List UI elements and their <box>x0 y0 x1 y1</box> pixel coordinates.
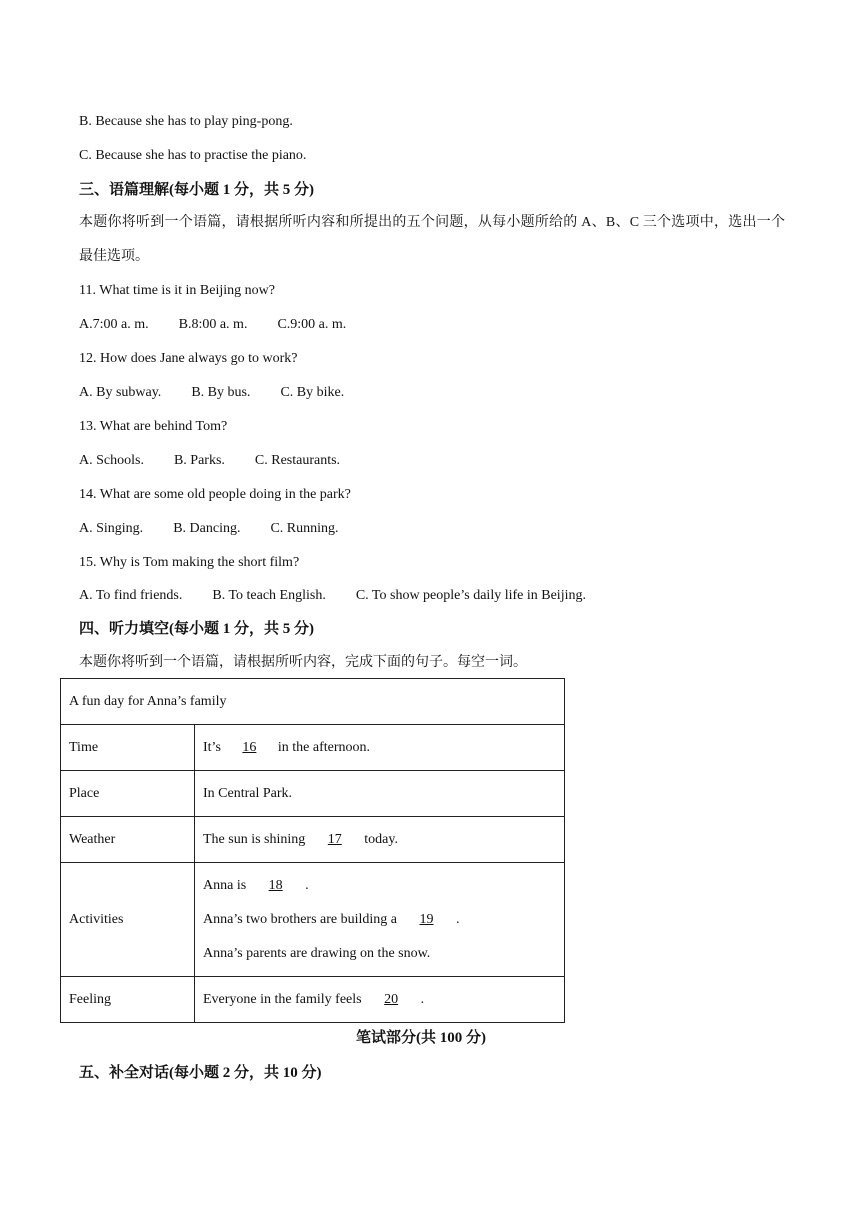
text: in the afternoon. <box>274 739 371 755</box>
row-content <box>195 863 565 977</box>
activity-line-2 <box>203 903 556 937</box>
option-a: A.7:00 a. m. <box>79 317 149 332</box>
table-row <box>61 771 565 817</box>
question-11-options <box>79 316 346 334</box>
table-title: A fun day for Anna’s family <box>61 679 565 725</box>
text: It’s <box>203 739 225 755</box>
row-content <box>195 817 565 863</box>
row-label: Place <box>61 771 195 817</box>
answer-blank: 18 <box>268 877 283 893</box>
option-a: A. Schools. <box>79 453 144 468</box>
table-row <box>61 863 565 977</box>
section-4-heading: 四、听力填空(每小题 1 分，共 5 分) <box>79 621 314 637</box>
table-row <box>61 725 565 771</box>
option-c: C. Running. <box>270 521 339 536</box>
row-content <box>195 977 565 1023</box>
text: . <box>452 911 460 927</box>
row-label: Weather <box>61 817 195 863</box>
text: . <box>417 991 425 1007</box>
option-a: A. By subway. <box>79 385 162 400</box>
section-4-instruction: 本题你将听到一个语篇，请根据所听内容，完成下面的句子。每空一词。 <box>79 655 527 670</box>
section-5-heading: 五、补全对话(每小题 2 分，共 10 分) <box>79 1065 322 1081</box>
option-b: B. Because she has to play ping-pong. <box>79 114 293 129</box>
option-c: C. Restaurants. <box>254 453 341 468</box>
question-13-options <box>79 452 340 470</box>
option-a: A. Singing. <box>79 521 144 536</box>
listening-fill-table <box>60 678 565 1023</box>
row-content <box>195 725 565 771</box>
question-15: 15. Why is Tom making the short film? <box>79 555 300 570</box>
answer-blank: 16 <box>242 739 257 755</box>
option-b: B. Dancing. <box>173 521 241 536</box>
table-row <box>61 977 565 1023</box>
question-14: 14. What are some old people doing in the park? <box>79 487 351 502</box>
question-11: 11. What time is it in Beijing now? <box>79 283 275 298</box>
section-3-instruction: 本题你将听到一个语篇，请根据所听内容和所提出的五个问题，从每小题所给的 A、B、C 三个选项中，选出一个最佳选项。 <box>79 215 785 264</box>
table-row <box>61 817 565 863</box>
option-b: B. Parks. <box>173 453 225 468</box>
option-a: A. To find friends. <box>79 588 183 603</box>
question-14-options <box>79 520 339 538</box>
activity-line-1 <box>203 869 556 903</box>
question-13: 13. What are behind Tom? <box>79 419 228 434</box>
option-b: B.8:00 a. m. <box>178 317 248 332</box>
text: . <box>301 877 309 893</box>
written-part-title: 笔试部分(共 100 分) <box>356 1030 486 1046</box>
question-12-options <box>79 384 344 402</box>
text: Everyone in the family feels <box>203 991 366 1007</box>
text: Anna’s two brothers are building a <box>203 911 401 927</box>
activity-line-3: Anna’s parents are drawing on the snow. <box>203 945 431 961</box>
question-12: 12. How does Jane always go to work? <box>79 351 298 366</box>
option-b: B. To teach English. <box>212 588 326 603</box>
table-title-row <box>61 679 565 725</box>
option-b: B. By bus. <box>191 385 251 400</box>
option-c: C. By bike. <box>280 385 345 400</box>
row-label: Activities <box>61 863 195 977</box>
section-3-heading: 三、语篇理解(每小题 1 分，共 5 分) <box>79 182 314 198</box>
text: The sun is shining <box>203 831 309 847</box>
option-c: C.9:00 a. m. <box>277 317 347 332</box>
text: Anna is <box>203 877 250 893</box>
row-label: Feeling <box>61 977 195 1023</box>
answer-blank: 19 <box>419 911 434 927</box>
text: today. <box>360 831 398 847</box>
question-15-options <box>79 587 586 605</box>
row-content: In Central Park. <box>195 771 565 817</box>
option-c: C. Because she has to practise the piano. <box>79 148 307 163</box>
answer-blank: 17 <box>327 831 342 847</box>
row-label: Time <box>61 725 195 771</box>
answer-blank: 20 <box>384 991 399 1007</box>
option-c: C. To show people’s daily life in Beijing. <box>355 588 586 603</box>
